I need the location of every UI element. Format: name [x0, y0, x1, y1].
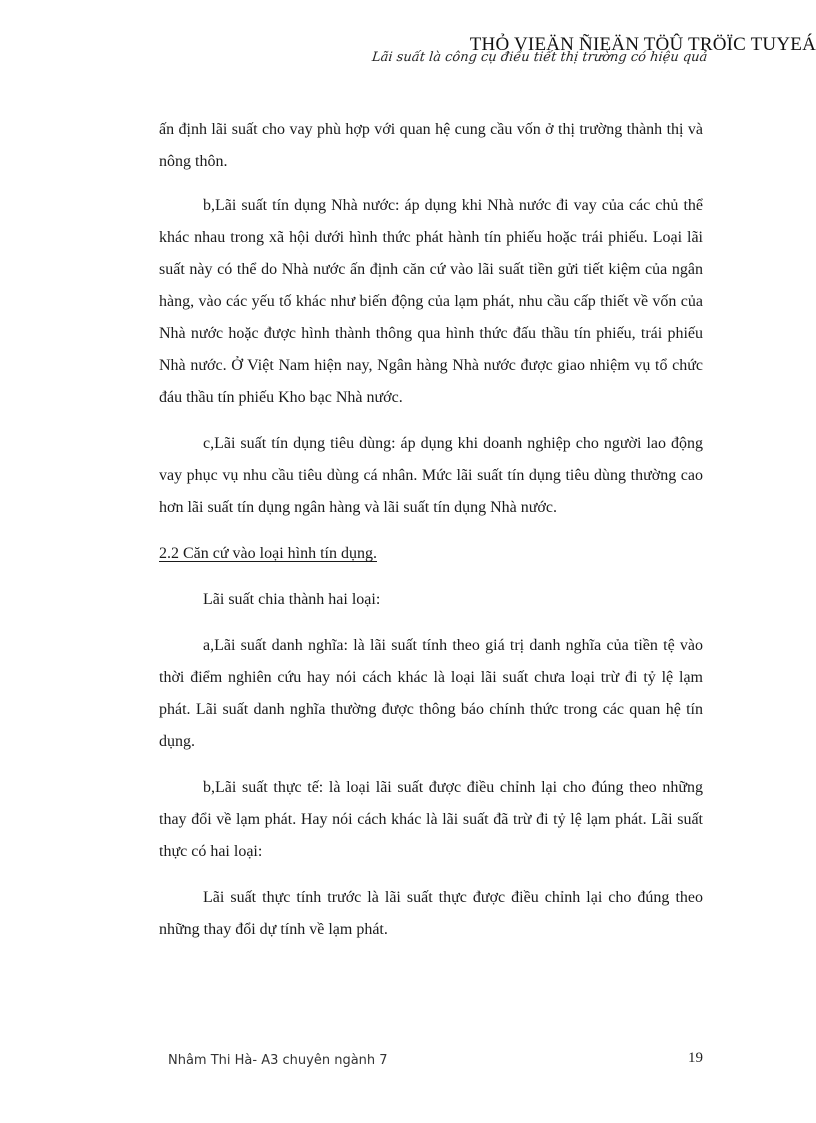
section-heading — [159, 538, 703, 570]
paragraph-real-rate: b,Lãi suất thực tế: là loại lãi suất được điều chỉnh lại cho đúng theo những thay đổi về lạm phát. Hay nói cách khác là lãi suất đã trừ đi tỷ lệ lạm phát. Lãi suất thực có hai loại: — [159, 779, 703, 860]
page-number: 19 — [688, 1050, 703, 1066]
footer-author: Nhâm Thi Hà- A3 chuyên ngành 7 — [168, 1053, 388, 1068]
running-header: Lãi suất là công cụ điều tiết thị trường có hiệu quả — [371, 50, 709, 65]
paragraph-nominal-rate: a,Lãi suất danh nghĩa: là lãi suất tính theo giá trị danh nghĩa của tiền tệ vào thời điểm nghiên cứu hay nói cách khác là loại lãi suất chưa loại trừ đi tỷ lệ lạm phát. Lãi suất danh nghĩa thường được thông báo chính thức trong các quan hệ tín dụng. — [159, 637, 703, 750]
library-watermark: THỎ VIEÄN ÑIEÄN TÖÛ TRÖÏC TUYEÁ — [469, 34, 816, 55]
body-text — [159, 114, 703, 960]
paragraph-consumer-credit-rate: c,Lãi suất tín dụng tiêu dùng: áp dụng khi doanh nghiệp cho người lao động vay phục vụ nhu cầu tiêu dùng cá nhân. Mức lãi suất tín dụng tiêu dùng thường cao hơn lãi suất tín dụng ngân hàng và lãi suất tín dụng Nhà nước. — [159, 435, 703, 516]
paragraph-ex-ante-real-rate: Lãi suất thực tính trước là lãi suất thực được điều chỉnh lại cho đúng theo những thay đổi dự tính về lạm phát. — [159, 889, 703, 938]
paragraph-intro-two-types: Lãi suất chia thành hai loại: — [203, 591, 381, 608]
section-heading-text: 2.2 Căn cứ vào loại hình tín dụng. — [159, 545, 377, 562]
paragraph-state-credit-rate: b,Lãi suất tín dụng Nhà nước: áp dụng khi Nhà nước đi vay của các chủ thể khác nhau trong xã hội dưới hình thức phát hành tín phiếu hoặc trái phiếu. Loại lãi suất này có thể do Nhà nước ấn định căn cứ vào lãi suất tiền gửi tiết kiệm của ngân hàng, vào các yếu tố khác như biến động của lạm phát, nhu cầu cấp thiết về vốn của Nhà nước hoặc được hình thành thông qua hình thức đấu thầu tín phiếu, trái phiếu Nhà nước. Ở Việt Nam hiện nay, Ngân hàng Nhà nước được giao nhiệm vụ tổ chức đáu thầu tín phiếu Kho bạc Nhà nước. — [159, 197, 703, 406]
paragraph-continuation: ấn định lãi suất cho vay phù hợp với quan hệ cung cầu vốn ở thị trường thành thị và nông thôn. — [159, 121, 703, 170]
